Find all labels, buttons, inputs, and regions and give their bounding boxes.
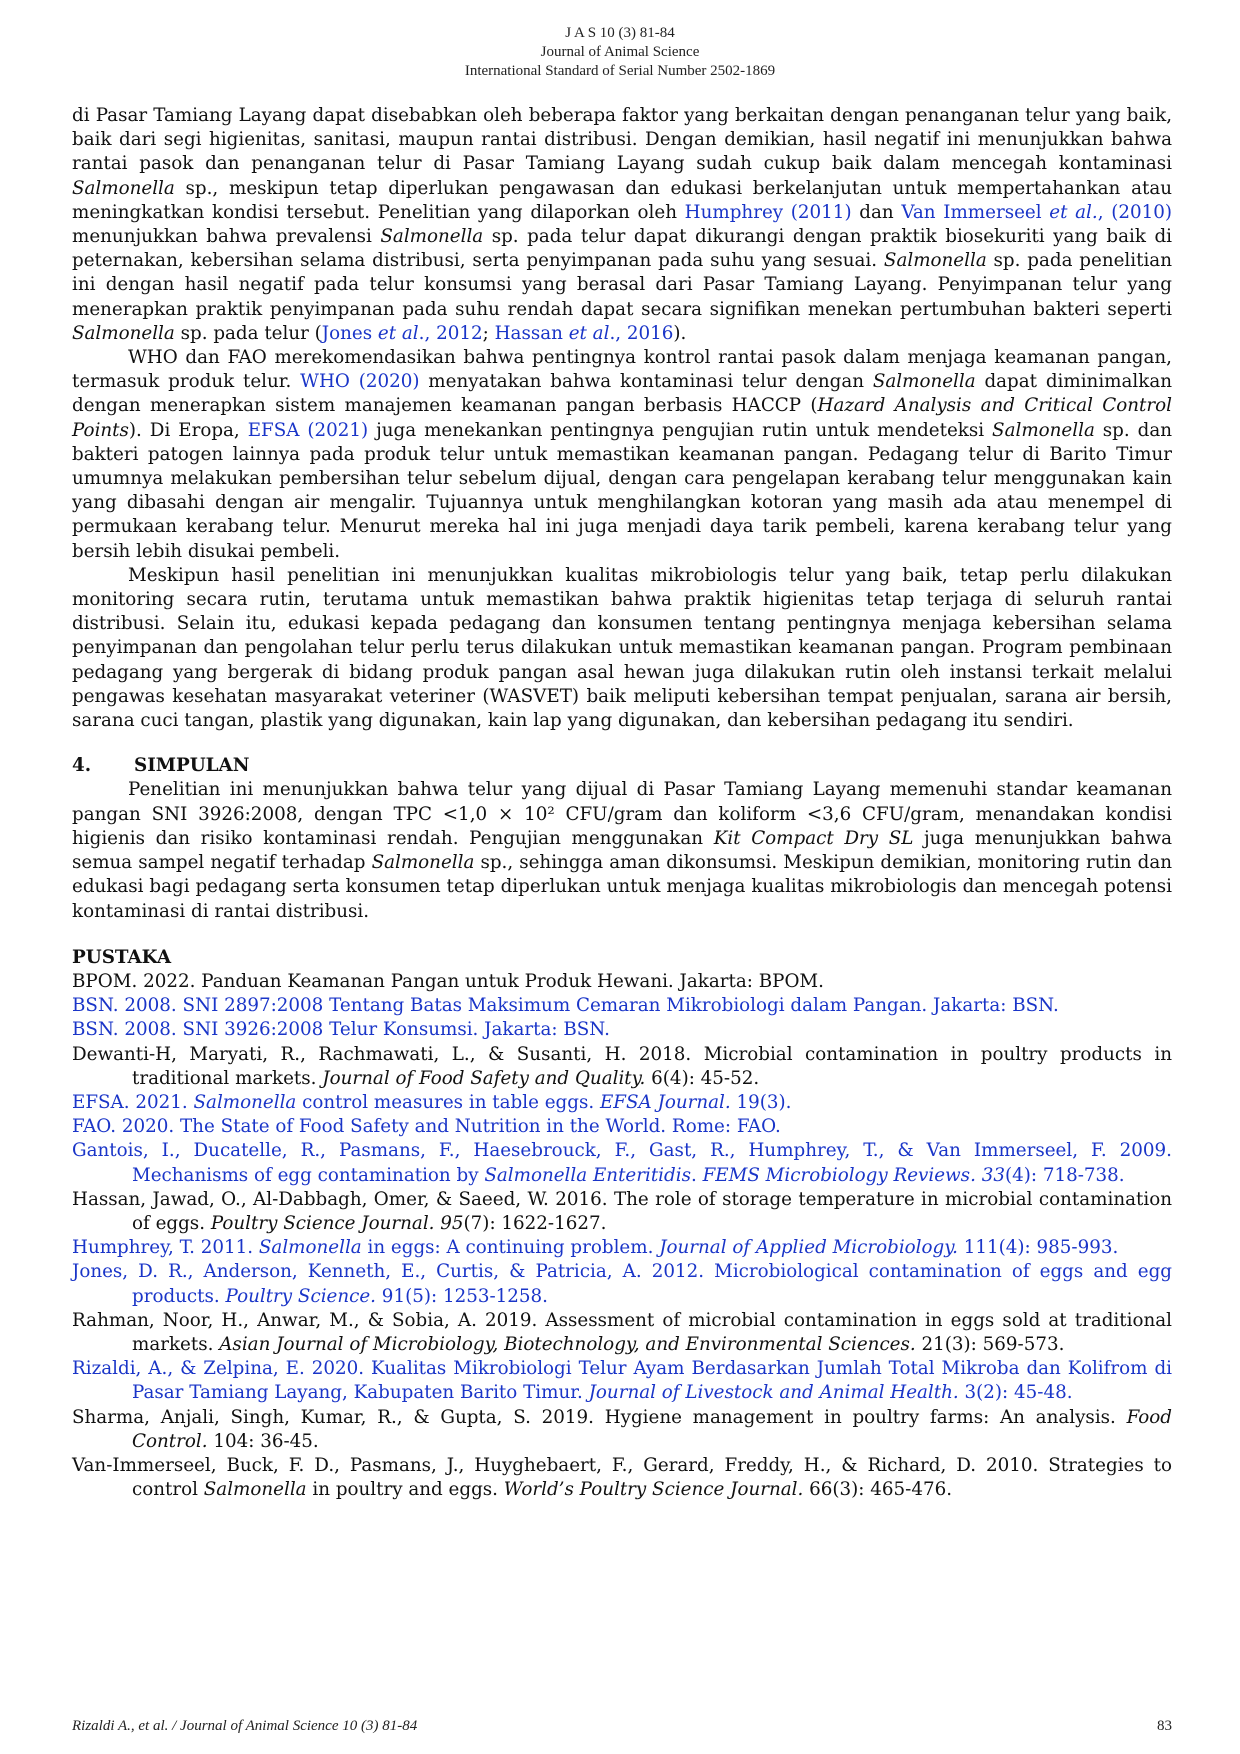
reference-list (72, 970, 1172, 1502)
reference-item-link[interactable]: Rizaldi, A., & Zelpina, E. 2020. Kualitas Mikrobiologi Telur Ayam Berdasarkan Jumlah Total Mikroba dan Kolifrom di Pasar Tamiang Layang, Kabupaten Barito Timur. Journal of Livestock and Animal Health. 3(2): 45-48. (72, 1358, 1172, 1404)
reference-item-link[interactable]: Jones, D. R., Anderson, Kenneth, E., Curtis, & Patricia, A. 2012. Microbiological contamination of eggs and egg products. Poultry Science. 91(5): 1253-1258. (72, 1261, 1172, 1307)
citation-efsa-2021[interactable]: EFSA (2021) (247, 419, 369, 441)
citation-van-immerseel-2010[interactable]: Van Immerseel et al., (2010) (901, 201, 1172, 223)
reference-item: Rahman, Noor, H., Anwar, M., & Sobia, A. 2019. Assessment of microbial contamination in eggs sold at traditional markets. Asian Journal of Microbiology, Biotechnology, and Environmental Sciences. 21(3): 569-573. (72, 1309, 1172, 1355)
journal-volume: J A S 10 (3) 81-84 (565, 25, 675, 41)
reference-item-link[interactable]: EFSA. 2021. Salmonella control measures in table eggs. EFSA Journal. 19(3). (72, 1091, 792, 1113)
reference-item: Van-Immerseel, Buck, F. D., Pasmans, J., Huyghebaert, F., Gerard, Freddy, H., & Richard, D. 2010. Strategies to control Salmonella in poultry and eggs. World’s Poultry Science Journal. 66(3): 465-476. (72, 1454, 1172, 1501)
paragraph-2: WHO dan FAO merekomendasikan bahwa pentingnya kontrol rantai pasok dalam menjaga keamanan pangan, termasuk produk telur. WHO (2020) menyatakan bahwa kontaminasi telur dengan Salmonella dapat diminimalkan dengan menerapkan sistem manajemen keamanan pangan berbasis HACCP (Hazard Analysis and Critical Control Points). Di Eropa, EFSA (2021) juga menekankan pentingnya pengujian rutin untuk mendeteksi Salmonella sp. dan bakteri patogen lainnya pada produk telur untuk memastikan keamanan pangan. Pedagang telur di Barito Timur umumnya melakukan pembersihan telur sebelum dijual, dengan cara pengelapan kerabang telur menggunakan kain yang dibasahi dengan air mengalir. Tujuannya untuk menghilangkan kotoran yang masih ada atau menempel di permukaan kerabang telur. Menurut mereka hal ini juga menjadi daya tarik pembeli, karena kerabang telur yang bersih lebih disukai pembeli. (72, 347, 1173, 562)
reference-item-link[interactable]: FAO. 2020. The State of Food Safety and Nutrition in the World. Rome: FAO. (72, 1116, 781, 1138)
journal-name: Journal of Animal Science (540, 44, 700, 60)
reference-item-link[interactable]: Humphrey, T. 2011. Salmonella in eggs: A continuing problem. Journal of Applied Microbiology. 111(4): 985-993. (72, 1237, 1119, 1259)
references-heading: PUSTAKA (72, 946, 172, 968)
citation-who-2020[interactable]: WHO (2020) (300, 371, 420, 393)
paragraph-1: di Pasar Tamiang Layang dapat disebabkan oleh beberapa faktor yang berkaitan dengan penanganan telur yang baik, baik dari segi higienitas, sanitasi, maupun rantai distribusi. Dengan demikian, hasil negatif ini menunjukkan bahwa rantai pasok dan penanganan telur di Pasar Tamiang Layang sudah cukup baik dalam mencegah kontaminasi Salmonella sp., meskipun tetap diperlukan pengawasan dan edukasi berkelanjutan untuk mempertahankan atau meningkatkan kondisi tersebut. Penelitian yang dilaporkan oleh Humphrey (2011) dan Van Immerseel et al., (2010) menunjukkan bahwa prevalensi Salmonella sp. pada telur dapat dikurangi dengan praktik biosekuriti yang baik di peternakan, kebersihan selama distribusi, serta penyimpanan pada suhu yang sesuai. Salmonella sp. pada penelitian ini dengan hasil negatif pada telur konsumsi yang berasal dari Pasar Tamiang Layang. Penyimpanan telur yang menerapkan praktik penyimpanan pada suhu rendah dapat secara signifikan menekan pertumbuhan bakteri seperti Salmonella sp. pada telur (Jones et al., 2012; Hassan et al., 2016). (72, 105, 1172, 344)
page-number: 83 (1157, 1718, 1172, 1734)
citation-jones-2012[interactable]: Jones et al., 2012 (321, 322, 483, 344)
reference-item: Sharma, Anjali, Singh, Kumar, R., & Gupta, S. 2019. Hygiene management in poultry farms: An analysis. Food Control. 104: 36-45. (72, 1406, 1172, 1452)
article-body (72, 104, 1172, 1502)
paragraph-3: Meskipun hasil penelitian ini menunjukkan kualitas mikrobiologis telur yang baik, tetap perlu dilakukan monitoring secara rutin, terutama untuk memastikan bahwa praktik higienitas tetap terjaga di seluruh rantai distribusi. Selain itu, edukasi kepada pedagang dan konsumen tentang pentingnya menjaga kebersihan selama penyimpanan dan pengolahan telur perlu terus dilakukan untuk memastikan keamanan pangan. Program pembinaan pedagang yang bergerak di bidang produk pangan asal hewan juga dilakukan rutin oleh instansi terkait melalui pengawas kesehatan masyarakat veteriner (WASVET) baik meliputi kebersihan tempat penjualan, sarana air bersih, sarana cuci tangan, plastik yang digunakan, kain lap yang digunakan, dan kebersihan pedagang itu sendiri. (72, 564, 1172, 732)
reference-item: Hassan, Jawad, O., Al-Dabbagh, Omer, & Saeed, W. 2016. The role of storage temperature in microbial contamination of eggs. Poultry Science Journal. 95(7): 1622-1627. (72, 1188, 1172, 1234)
section-heading-simpulan (72, 754, 1172, 778)
reference-item-link[interactable]: BSN. 2008. SNI 3926:2008 Telur Konsumsi. Jakarta: BSN. (72, 1019, 610, 1041)
reference-item-link[interactable]: Gantois, I., Ducatelle, R., Pasmans, F., Haesebrouck, F., Gast, R., Humphrey, T., & Van Immerseel, F. 2009. Mechanisms of egg contamination by Salmonella Enteritidis. FEMS Microbiology Reviews. 33(4): 718-738. (72, 1140, 1172, 1186)
reference-item: Dewanti-H, Maryati, R., Rachmawati, L., & Susanti, H. 2018. Microbial contamination in poultry products in traditional markets. Journal of Food Safety and Quality. 6(4): 45-52. (72, 1043, 1172, 1089)
running-footer (72, 1718, 1172, 1735)
issn-line: International Standard of Serial Number 2502-1869 (464, 63, 776, 79)
footer-citation: Rizaldi A., et al. / Journal of Animal Science 10 (3) 81-84 (72, 1718, 418, 1734)
section-number: 4. (72, 755, 92, 777)
section-title: SIMPULAN (134, 755, 250, 777)
reference-item: BPOM. 2022. Panduan Keamanan Pangan untuk Produk Hewani. Jakarta: BPOM. (72, 970, 824, 992)
citation-humphrey-2011[interactable]: Humphrey (2011) (684, 201, 852, 223)
reference-item-link[interactable]: BSN. 2008. SNI 2897:2008 Tentang Batas Maksimum Cemaran Mikrobiologi dalam Pangan. Jakarta: BSN. (72, 995, 1059, 1017)
citation-hassan-2016[interactable]: Hassan et al., 2016 (494, 322, 674, 344)
running-header (0, 24, 1240, 81)
conclusion-paragraph: Penelitian ini menunjukkan bahwa telur yang dijual di Pasar Tamiang Layang memenuhi standar keamanan pangan SNI 3926:2008, dengan TPC <1,0 × 10² CFU/gram dan koliform <3,6 CFU/gram, menandakan kondisi higienis dan risiko kontaminasi rendah. Pengujian menggunakan Kit Compact Dry SL juga menunjukkan bahwa semua sampel negatif terhadap Salmonella sp., sehingga aman dikonsumsi. Meskipun demikian, monitoring rutin dan edukasi bagi pedagang serta konsumen tetap diperlukan untuk menjaga kualitas mikrobiologis dan mencegah potensi kontaminasi di rantai distribusi. (72, 779, 1172, 922)
